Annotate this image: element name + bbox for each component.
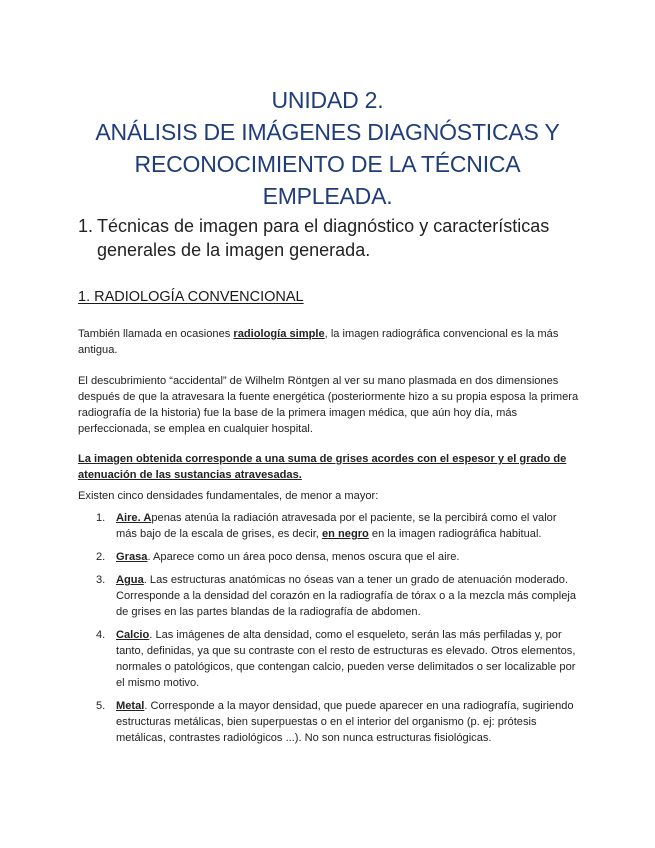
list-item-name: Aire. A [116, 512, 152, 524]
list-item-text: . Corresponde a la mayor densidad, que puede aparecer en una radiografía, sugiriendo estructuras metálicas, bien superpuestas o en el interior del organismo (p. ej: prótesis metálicas, contrastes radiológicos ...). No son nunca estructuras fisiológicas. [116, 700, 574, 744]
list-item-number: 5. [96, 700, 106, 712]
list-item-text: . Las estructuras anatómicas no óseas van a tener un grado de atenuación moderado. Corresponde a la densidad del corazón en la radiografía de tórax o a la mezcla más compleja de grises en las partes blandas de la radiografía de abdomen. [116, 574, 577, 618]
list-item [78, 572, 580, 620]
subtitle-number: 1. [78, 216, 94, 236]
list-item-text-end: en la imagen radiográfica habitual. [368, 528, 542, 540]
unit-title-line-4: EMPLEADA. [262, 183, 393, 209]
paragraph-key-statement: La imagen obtenida corresponde a una suma de grises acordes con el espesor y el grado de atenuación de las sustancias atravesadas. [78, 453, 567, 481]
paragraph-intro-bold: radiología simple [233, 328, 325, 340]
list-item [78, 698, 580, 746]
list-item-number: 2. [96, 551, 106, 563]
list-item-text: . Las imágenes de alta densidad, como el esqueleto, serán las más perfiladas y, por tanto, definidas, ya que su contraste con el resto de estructuras es elevado. Otros elementos, normales o patológicos, que contengan calcio, pueden verse delimitados o ser localizable por el mismo motivo. [116, 629, 576, 689]
paragraph-intro-post: , la imagen radiográfica convencional es la más antigua. [78, 328, 559, 356]
paragraph-densities-intro: Existen cinco densidades fundamentales, de menor a mayor: [78, 490, 379, 502]
list-item [78, 510, 580, 542]
list-item-name: Grasa [116, 551, 148, 563]
densities-list [78, 510, 580, 753]
list-item-text: . Aparece como un área poco densa, menos oscura que el aire. [147, 551, 460, 563]
list-item [78, 627, 580, 691]
section-heading: 1. RADIOLOGÍA CONVENCIONAL [78, 289, 304, 305]
list-item-number: 1. [96, 512, 106, 524]
list-item-number: 3. [96, 574, 106, 586]
subtitle-heading [78, 214, 598, 262]
list-item-number: 4. [96, 629, 106, 641]
list-item-name: Agua [116, 574, 144, 586]
unit-title-line-1: UNIDAD 2. [271, 87, 384, 113]
unit-title-line-3: RECONOCIMIENTO DE LA TÉCNICA [134, 151, 521, 177]
list-item-text: penas atenúa la radiación atravesada por el paciente, se la percibirá como el valor más bajo de la escala de grises, es decir, [116, 512, 557, 540]
list-item-name: Calcio [116, 629, 150, 641]
unit-title [60, 84, 595, 212]
unit-title-line-2: ANÁLISIS DE IMÁGENES DIAGNÓSTICAS Y [95, 119, 560, 145]
paragraph-intro [78, 326, 580, 358]
list-item-name: Metal [116, 700, 145, 712]
paragraph-history: El descubrimiento “accidental” de Wilhelm Röntgen al ver su mano plasmada en dos dimensiones después de que la atravesara la fuente energética (posteriormente hizo a su propia esposa la primera radiografía de la historia) fue la base de la primera imagen médica, que aún hoy día, más perfeccionada, se emplea en cualquier hospital. [78, 375, 579, 435]
paragraph-intro-pre: También llamada en ocasiones [78, 328, 234, 340]
list-item [78, 549, 580, 565]
list-item-bold: en negro [321, 528, 369, 540]
subtitle-text: Técnicas de imagen para el diagnóstico y características generales de la imagen generada. [97, 216, 550, 260]
